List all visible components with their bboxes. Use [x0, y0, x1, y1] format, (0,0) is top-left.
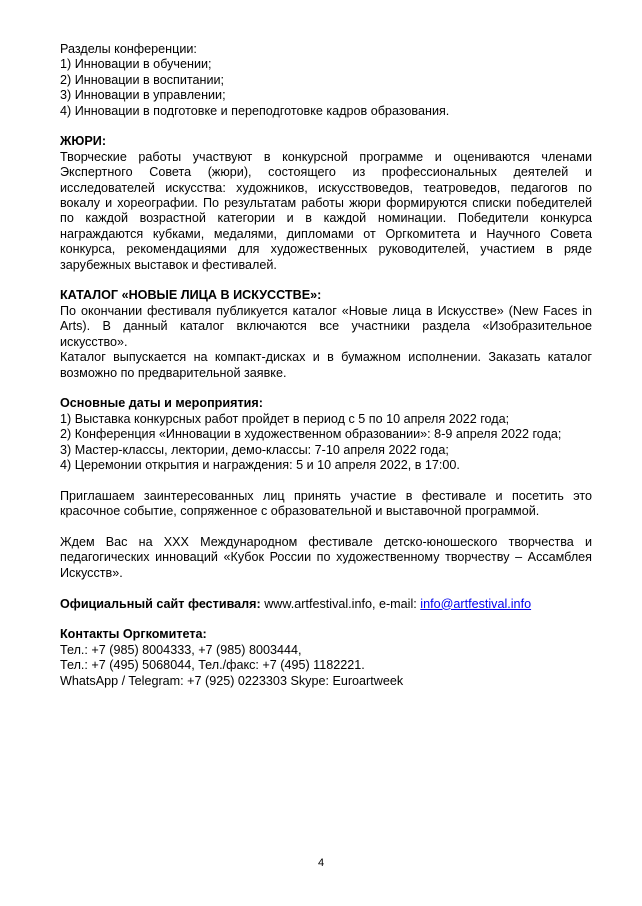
page-number: 4 — [317, 857, 325, 869]
contacts-section — [60, 627, 592, 689]
conference-sections — [60, 42, 592, 119]
await-text: Ждем Вас на XXX Международном фестивале детско-юношеского творчества и педагогических инноваций «Кубок России по художественному творчеству – Ассамблея Искусств». — [60, 534, 592, 580]
catalog-heading: КАТАЛОГ «НОВЫЕ ЛИЦА В ИСКУССТВЕ»: — [60, 288, 322, 303]
document-page — [60, 42, 592, 689]
list-item: 4) Церемонии открытия и награждения: 5 и 10 апреля 2022, в 17:00. — [60, 457, 460, 472]
list-item: 2) Конференция «Инновации в художественном образовании»: 8-9 апреля 2022 года; — [60, 427, 562, 442]
list-item: 2) Инновации в воспитании; — [60, 72, 225, 87]
jury-section — [60, 134, 592, 273]
contact-line: Тел.: +7 (985) 8004333, +7 (985) 8003444, — [60, 642, 302, 657]
dates-heading: Основные даты и мероприятия: — [60, 396, 263, 411]
catalog-section — [60, 288, 592, 380]
list-item: 4) Инновации в подготовке и переподготовке кадров образования. — [60, 103, 450, 118]
contact-line: Тел.: +7 (495) 5068044, Тел./факс: +7 (495) 1182221. — [60, 658, 365, 673]
jury-text: Творческие работы участвуют в конкурсной программе и оцениваются членами Экспертного Совета (жюри), состоящего из профессиональных деятелей и исследователей искусства: художников, искусствоведов, театроведов, педагогов по вокалу и хореографии. По результатам работы жюри формируются списки победителей по каждой возрастной категории и в каждой номинации. Победители конкурса награждаются кубками, медалями, дипломами от Оргкомитета и Научного Совета конкурса, рекомендациями для художественных руководителей, участием в ряде зарубежных выставок и фестивалей. — [60, 149, 592, 272]
dates-section — [60, 396, 592, 473]
list-item: 3) Инновации в управлении; — [60, 88, 226, 103]
contact-line: WhatsApp / Telegram: +7 (925) 0223303 Skype: Euroartweek — [60, 673, 404, 688]
contacts-heading: Контакты Оргкомитета: — [60, 627, 207, 642]
website-line — [60, 597, 592, 612]
website-label: Официальный сайт фестиваля: — [60, 596, 261, 611]
list-item: 1) Выставка конкурсных работ пройдет в период с 5 по 10 апреля 2022 года; — [60, 411, 510, 426]
catalog-text: По окончании фестиваля публикуется каталог «Новые лица в Искусстве» (New Faces in Arts). В данный каталог включаются все участники раздела «Изобразительное искусство». — [60, 303, 592, 349]
email-link[interactable]: info@artfestival.info — [420, 596, 532, 611]
invitation-text: Приглашаем заинтересованных лиц принять участие в фестивале и посетить это красочное событие, сопряженное с образовательной и выставочной программой. — [60, 488, 592, 519]
list-item: 3) Мастер-классы, лектории, демо-классы: 7-10 апреля 2022 года; — [60, 442, 449, 457]
jury-heading: ЖЮРИ: — [60, 134, 107, 149]
list-item: 1) Инновации в обучении; — [60, 57, 212, 72]
catalog-order-text: Каталог выпускается на компакт-дисках и в бумажном исполнении. Заказать каталог возможно по предварительной заявке. — [60, 350, 592, 380]
website-url: www.artfestival.info, e-mail: — [260, 596, 421, 611]
sections-title: Разделы конференции: — [60, 42, 197, 56]
